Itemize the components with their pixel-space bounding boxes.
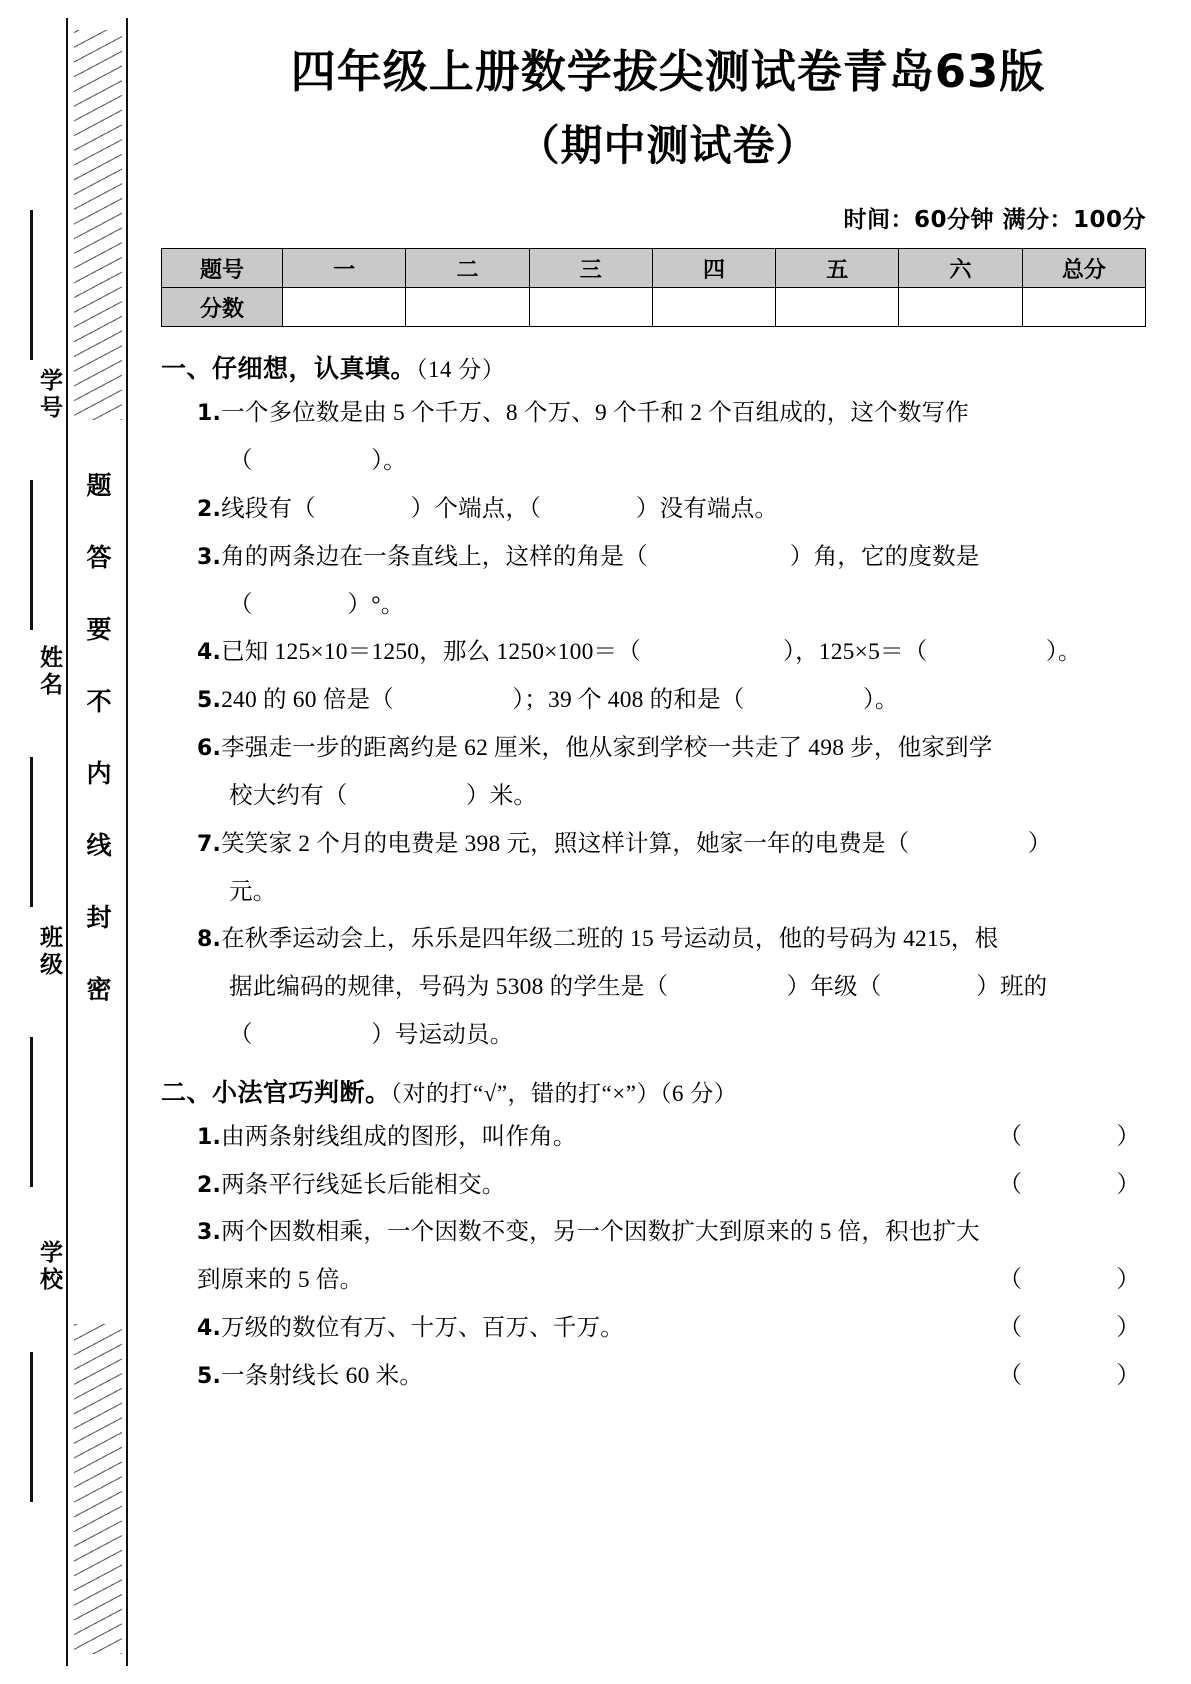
question-number: 3. bbox=[197, 1220, 222, 1246]
seal-char-3: 不 bbox=[86, 687, 112, 716]
score-table-col-1: 一 bbox=[283, 249, 406, 288]
answer-parentheses[interactable]: （ ） bbox=[998, 1315, 1146, 1342]
table-row-question-numbers bbox=[162, 249, 1146, 288]
score-cell-5[interactable] bbox=[776, 288, 899, 327]
seal-char-5: 线 bbox=[86, 831, 112, 860]
question-number: 5. bbox=[197, 1363, 222, 1389]
question-text: 由两条射线组成的图形，叫作角。 bbox=[221, 1123, 577, 1150]
question-1-1-cont: （ ）。 bbox=[229, 448, 407, 475]
field-rule-xingming-bottom bbox=[30, 757, 33, 907]
field-label-xingming: 姓名 bbox=[36, 645, 62, 699]
question-1-8-cont-a: 据此编码的规律，号码为 5308 的学生是（ ）年级（ ）班的 bbox=[229, 974, 1048, 1001]
questions-body bbox=[145, 327, 1191, 1399]
score-table-row-label-0: 题号 bbox=[162, 249, 283, 288]
question-stem bbox=[197, 1354, 423, 1400]
field-rule-xuehao-top bbox=[30, 210, 33, 360]
question-number: 1. bbox=[197, 401, 222, 427]
score-table bbox=[161, 248, 1146, 327]
field-label-banji: 班级 bbox=[36, 925, 62, 979]
question-text: 角的两条边在一条直线上，这样的角是（ ）角，它的度数是 bbox=[221, 543, 980, 570]
question-1-3 bbox=[161, 535, 1146, 581]
score-table-container bbox=[145, 234, 1191, 327]
question-2-5 bbox=[161, 1354, 1146, 1400]
score-cell-1[interactable] bbox=[283, 288, 406, 327]
question-text: 万级的数位有万、十万、百万、千万。 bbox=[221, 1315, 624, 1342]
seal-line-strip bbox=[66, 18, 128, 1666]
score-cell-3[interactable] bbox=[529, 288, 652, 327]
answer-parentheses[interactable]: （ ） bbox=[998, 1362, 1146, 1389]
answer-parentheses[interactable]: （ ） bbox=[998, 1171, 1146, 1198]
question-1-4 bbox=[161, 630, 1146, 676]
question-1-6-cont: 校大约有（ ）米。 bbox=[229, 782, 538, 809]
question-number: 4. bbox=[197, 1316, 222, 1342]
seal-char-7: 密 bbox=[86, 975, 112, 1004]
question-1-5 bbox=[161, 678, 1146, 724]
field-rule-banji-bottom bbox=[30, 1037, 33, 1187]
question-number: 7. bbox=[197, 831, 222, 857]
question-1-3-cont: （ ）°。 bbox=[229, 591, 405, 618]
section-heading-1 bbox=[161, 349, 1146, 385]
score-table-col-4: 四 bbox=[652, 249, 775, 288]
question-1-7-cont: 元。 bbox=[229, 878, 277, 905]
score-table-col-3: 三 bbox=[529, 249, 652, 288]
score-cell-2[interactable] bbox=[406, 288, 529, 327]
seal-char-2: 要 bbox=[86, 615, 112, 644]
question-2-3-cont bbox=[161, 1258, 1146, 1304]
score-table-col-6: 六 bbox=[899, 249, 1022, 288]
question-1-8 bbox=[161, 917, 1146, 963]
field-rule-xuehao-bottom bbox=[30, 480, 33, 630]
hatch-pattern-top bbox=[74, 30, 122, 420]
question-number: 8. bbox=[197, 927, 222, 953]
question-text: 在秋季运动会上，乐乐是四年级二班的 15 号运动员，他的号码为 4215，根 bbox=[221, 926, 999, 953]
question-text: 线段有（ ）个端点，（ ）没有端点。 bbox=[221, 496, 779, 523]
hatch-pattern-bottom bbox=[74, 1324, 122, 1654]
seal-char-6: 封 bbox=[86, 903, 112, 932]
field-label-xuehao: 学号 bbox=[36, 368, 62, 422]
section-1-title: 一、仔细想，认真填。 bbox=[161, 354, 417, 384]
question-1-7 bbox=[161, 822, 1146, 868]
question-1-1 bbox=[161, 391, 1146, 437]
section-2-title: 二、小法官巧判断。 bbox=[161, 1077, 391, 1107]
question-number: 4. bbox=[197, 640, 222, 666]
field-rule-xuexiao-bottom bbox=[30, 1352, 33, 1502]
student-info-column bbox=[8, 0, 66, 1684]
page-title: 四年级上册数学拔尖测试卷青岛63版 bbox=[290, 45, 1046, 98]
field-label-xuexiao: 学校 bbox=[36, 1240, 62, 1294]
question-stem bbox=[197, 1306, 624, 1352]
score-table-col-2: 二 bbox=[406, 249, 529, 288]
exam-meta-info: 时间：60分钟 满分：100分 bbox=[843, 207, 1146, 234]
question-2-3 bbox=[161, 1210, 1146, 1256]
page-subtitle: （期中测试卷） bbox=[517, 121, 819, 171]
question-text: 一条射线长 60 米。 bbox=[221, 1362, 424, 1389]
exam-sheet bbox=[145, 0, 1191, 1684]
question-1-8-cont-b: （ ）号运动员。 bbox=[229, 1021, 514, 1048]
question-1-6 bbox=[161, 726, 1146, 772]
question-text: 已知 125×10＝1250，那么 1250×100＝（ ），125×5＝（ ）。 bbox=[221, 639, 1082, 666]
question-stem bbox=[197, 1115, 577, 1161]
score-table-col-5: 五 bbox=[776, 249, 899, 288]
question-text: 240 的 60 倍是（ ）；39 个 408 的和是（ ）。 bbox=[221, 687, 899, 714]
question-stem bbox=[197, 1163, 505, 1209]
question-number: 5. bbox=[197, 688, 222, 714]
section-2-points: （对的打“√”，错的打“×”）（6 分） bbox=[390, 1080, 738, 1106]
seal-char-4: 内 bbox=[86, 759, 112, 788]
question-text: 两个因数相乘，一个因数不变，另一个因数扩大到原来的 5 倍，积也扩大 bbox=[221, 1219, 980, 1246]
score-cell-total[interactable] bbox=[1022, 288, 1145, 327]
answer-parentheses[interactable]: （ ） bbox=[998, 1123, 1146, 1150]
question-text: 两条平行线延长后能相交。 bbox=[221, 1171, 506, 1198]
question-2-1 bbox=[161, 1115, 1146, 1161]
question-text: 一个多位数是由 5 个千万、8 个万、9 个千和 2 个百组成的，这个数写作 bbox=[221, 400, 969, 427]
question-number: 6. bbox=[197, 736, 222, 762]
score-table-col-total: 总分 bbox=[1022, 249, 1145, 288]
question-number: 1. bbox=[197, 1124, 222, 1150]
score-cell-6[interactable] bbox=[899, 288, 1022, 327]
question-1-2 bbox=[161, 487, 1146, 533]
seal-char-0: 题 bbox=[86, 471, 112, 500]
score-table-row-label-1: 分数 bbox=[162, 288, 283, 327]
question-text: 笑笑家 2 个月的电费是 398 元，照这样计算，她家一年的电费是（ ） bbox=[221, 830, 1052, 857]
question-number: 2. bbox=[197, 1172, 222, 1198]
seal-char-1: 答 bbox=[86, 543, 112, 572]
table-row-scores bbox=[162, 288, 1146, 327]
section-heading-2 bbox=[161, 1073, 1146, 1109]
question-2-2 bbox=[161, 1163, 1146, 1209]
answer-parentheses[interactable]: （ ） bbox=[998, 1267, 1146, 1294]
question-text: 李强走一步的距离约是 62 厘米，他从家到学校一共走了 498 步，他家到学 bbox=[221, 735, 993, 762]
question-number: 3. bbox=[197, 544, 222, 570]
question-2-4 bbox=[161, 1306, 1146, 1352]
score-cell-4[interactable] bbox=[652, 288, 775, 327]
question-number: 2. bbox=[197, 497, 222, 523]
seal-line-sidebar bbox=[0, 0, 145, 1684]
question-text: 到原来的 5 倍。 bbox=[197, 1267, 364, 1294]
section-1-points: （14 分） bbox=[416, 357, 506, 383]
